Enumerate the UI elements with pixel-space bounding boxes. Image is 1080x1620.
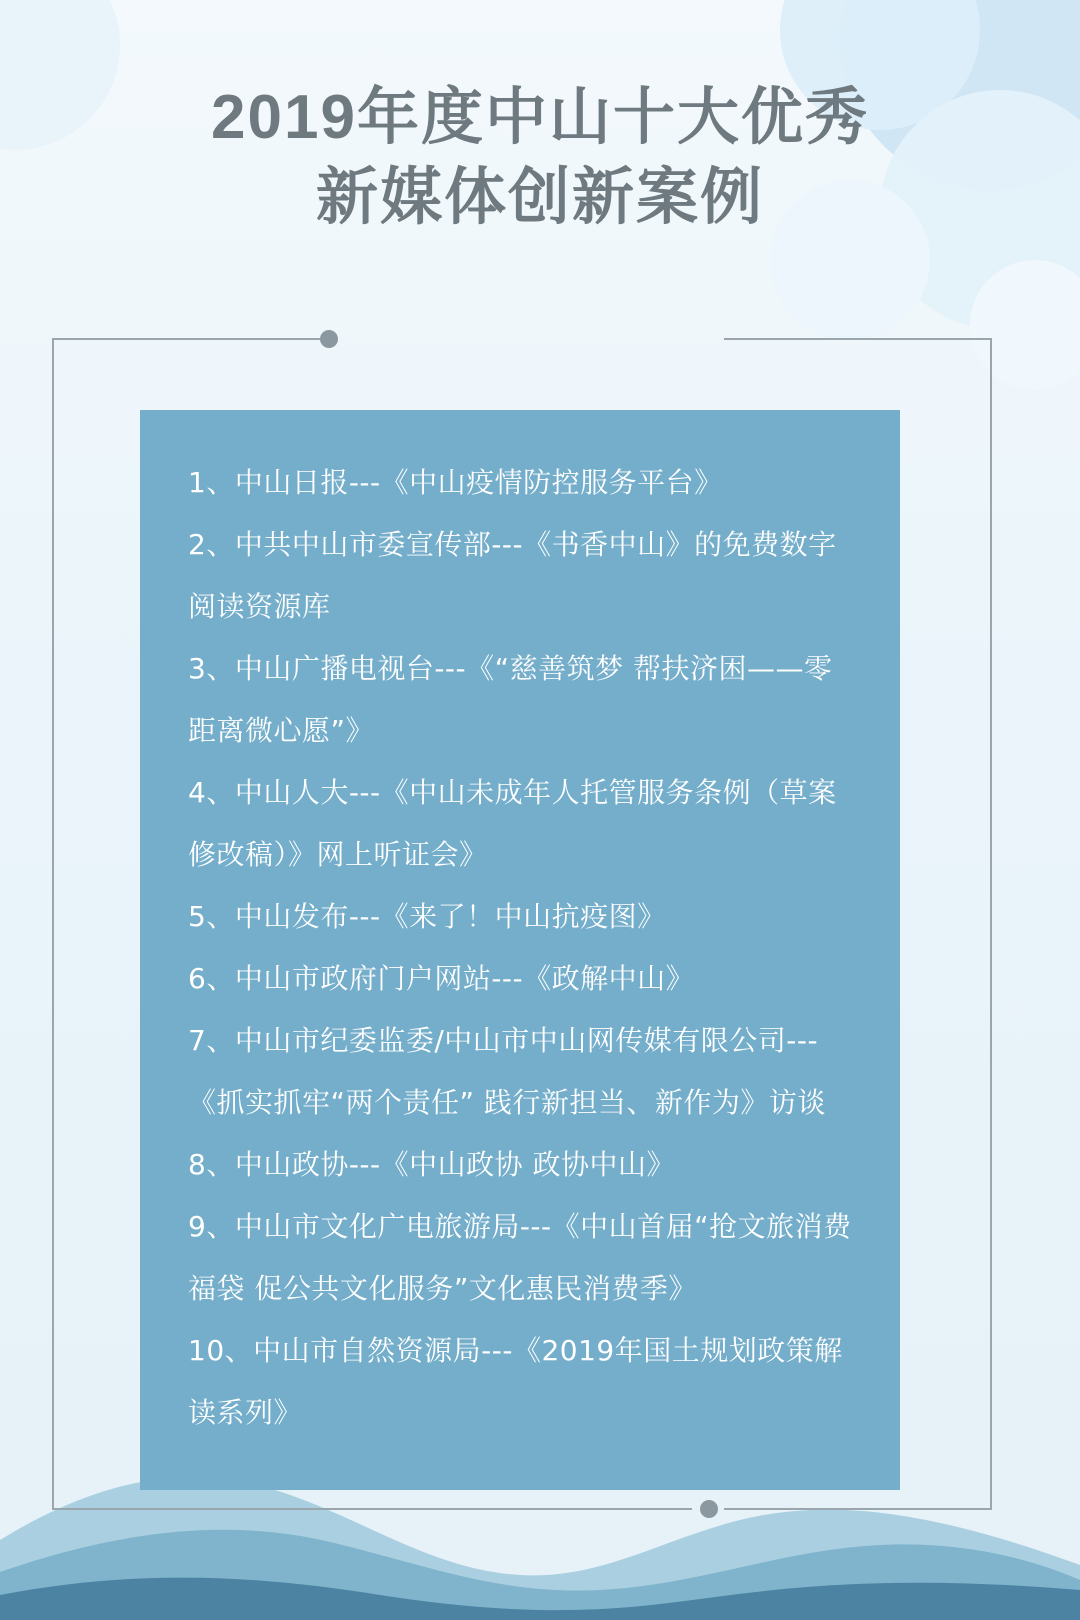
frame-bottom-dot-icon xyxy=(700,1500,718,1518)
frame-bottom-left-edge xyxy=(52,1508,692,1510)
page-title xyxy=(0,78,1080,238)
page-title-line-1: 2019年度中山十大优秀 xyxy=(211,83,869,152)
frame-top-right-edge xyxy=(724,338,992,340)
frame-top-dot-icon xyxy=(320,330,338,348)
list-item: 7、中山市纪委监委/中山市中山网传媒有限公司---《抓实抓牢“两个责任” 践行新担当、新作为》访谈 xyxy=(188,1024,826,1119)
list-item: 10、中山市自然资源局---《2019年国土规划政策解读系列》 xyxy=(188,1334,843,1429)
list-item: 8、中山政协---《中山政协 政协中山》 xyxy=(188,1148,676,1181)
list-item: 4、中山人大---《中山未成年人托管服务条例（草案修改稿）》网上听证会》 xyxy=(188,776,837,871)
list-item: 1、中山日报---《中山疫情防控服务平台》 xyxy=(188,466,723,499)
frame-left-edge xyxy=(52,338,54,1510)
list-item: 3、中山广播电视台---《“慈善筑梦 帮扶济困——零距离微心愿”》 xyxy=(188,652,833,747)
frame-right-edge xyxy=(990,338,992,1510)
page-title-line-2: 新媒体创新案例 xyxy=(315,163,764,232)
list-item: 6、中山市政府门户网站---《政解中山》 xyxy=(188,962,695,995)
frame-bottom-right-edge xyxy=(724,1508,992,1510)
list-item: 2、中共中山市委宣传部---《书香中山》的免费数字阅读资源库 xyxy=(188,528,837,623)
award-list-panel xyxy=(140,410,900,1490)
list-item: 5、中山发布---《来了！中山抗疫图》 xyxy=(188,900,666,933)
frame-top-left-edge xyxy=(52,338,320,340)
list-item: 9、中山市文化广电旅游局---《中山首届“抢文旅消费福袋 促公共文化服务”文化惠民消费季》 xyxy=(188,1210,852,1305)
